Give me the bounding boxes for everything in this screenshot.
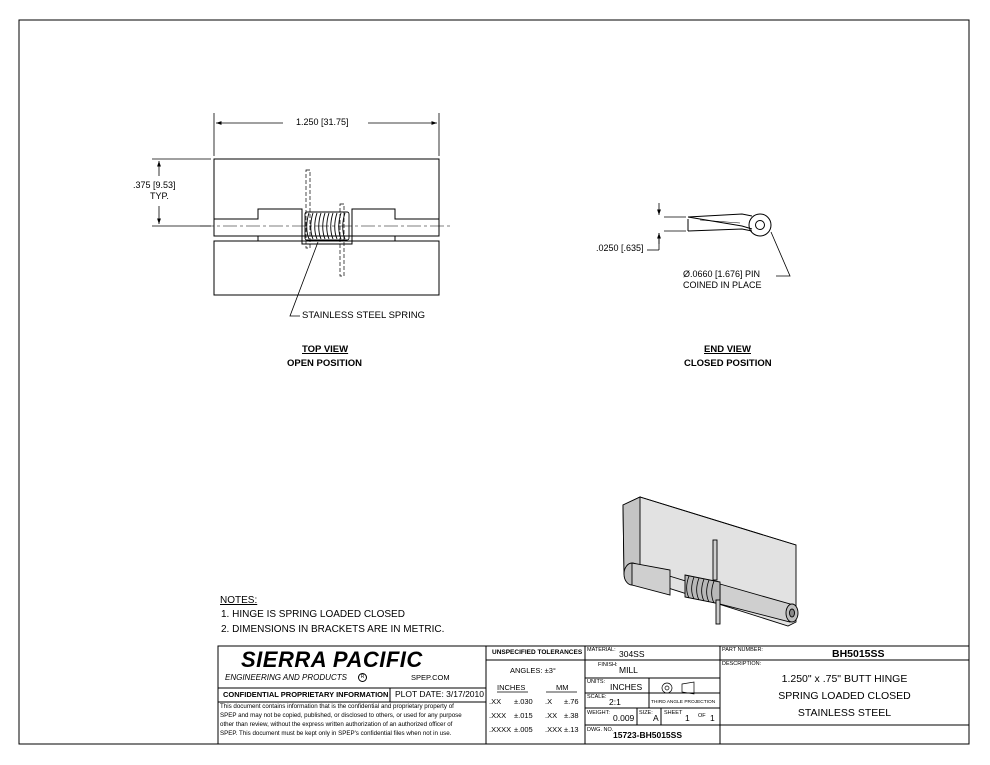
top-view-subtitle: OPEN POSITION bbox=[287, 358, 362, 369]
dwg-label: DWG. NO. bbox=[587, 727, 614, 733]
company-website: SPEP.COM bbox=[411, 673, 450, 682]
description-line: 1.250" x .75" BUTT HINGE bbox=[781, 673, 908, 685]
weight-value: 0.009 bbox=[613, 713, 635, 723]
inch-tol-value: ±.030 bbox=[514, 697, 533, 706]
pin-circle bbox=[756, 221, 765, 230]
finish-label: FINISH: bbox=[598, 662, 618, 668]
size-label: SIZE: bbox=[639, 710, 653, 716]
height-dimension-label: .375 [9.53] bbox=[133, 180, 176, 190]
width-dimension-label: 1.250 [31.75] bbox=[296, 117, 349, 127]
description-line: STAINLESS STEEL bbox=[797, 707, 892, 719]
mm-tol-precision: .X bbox=[545, 697, 553, 706]
material-value: 304SS bbox=[619, 649, 645, 659]
projection-label: THIRD ANGLE PROJECTION bbox=[651, 700, 716, 705]
registered-mark: R bbox=[358, 673, 367, 682]
inch-tol-precision: .XX bbox=[489, 697, 502, 706]
confidential-line: This document contains information that is the confidential and proprietary property of bbox=[220, 703, 454, 710]
scale-label: SCALE: bbox=[587, 694, 607, 700]
finish-value: MILL bbox=[619, 665, 638, 675]
company-division: ENGINEERING AND PRODUCTS bbox=[225, 673, 347, 682]
confidential-line: other than review, without the express written authorization of an authorized officer of bbox=[220, 721, 453, 728]
hinge-leaf-lower bbox=[214, 241, 439, 295]
dwg-number: 15723-BH5015SS bbox=[613, 730, 682, 740]
top-view-drawing bbox=[200, 159, 452, 295]
mm-header: MM bbox=[556, 683, 569, 692]
sheet-total: 1 bbox=[710, 713, 715, 723]
scale-value: 2:1 bbox=[609, 697, 621, 707]
end-view-subtitle: CLOSED POSITION bbox=[684, 358, 772, 369]
confidential-heading: CONFIDENTIAL PROPRIETARY INFORMATION bbox=[223, 690, 389, 699]
sheet-label: SHEET bbox=[664, 710, 683, 716]
angles-tolerance: ANGLES: ±3° bbox=[510, 666, 556, 675]
inch-tol-value: ±.005 bbox=[514, 725, 533, 734]
top-view-title: TOP VIEW bbox=[302, 344, 349, 355]
size-value: A bbox=[653, 713, 659, 723]
company-name: SIERRA PACIFIC bbox=[241, 647, 423, 672]
pin-dimension-label: Ø.0660 [1.676] PIN bbox=[683, 269, 761, 279]
part-number: BH5015SS bbox=[832, 648, 885, 660]
inch-tol-value: ±.015 bbox=[514, 711, 533, 720]
confidential-line: SPEP and may not be copied, published, or disclosed to others, or used for any purpose bbox=[220, 712, 462, 719]
mm-tol-precision: .XXX bbox=[545, 725, 563, 734]
thickness-dimension-label: .0250 [.635] bbox=[596, 243, 644, 253]
part-number-label: PART NUMBER: bbox=[722, 647, 763, 653]
inch-tol-precision: .XXX bbox=[489, 711, 507, 720]
sheet-value: 1 bbox=[685, 713, 690, 723]
mm-tol-value: ±.13 bbox=[564, 725, 579, 734]
sheet-border bbox=[19, 20, 969, 744]
units-value: INCHES bbox=[610, 682, 643, 692]
third-angle-projection-icon bbox=[662, 682, 694, 694]
knuckle-circle bbox=[749, 214, 771, 236]
end-view-title: END VIEW bbox=[704, 344, 751, 355]
thickness-dimension bbox=[647, 203, 686, 250]
notes-heading: NOTES: bbox=[220, 595, 258, 606]
note-item: 1. HINGE IS SPRING LOADED CLOSED bbox=[221, 609, 405, 620]
pin-leader bbox=[771, 232, 790, 276]
plot-date: PLOT DATE: 3/17/2010 bbox=[395, 689, 484, 699]
inch-tol-precision: .XXXX bbox=[489, 725, 512, 734]
tolerances-heading: UNSPECIFIED TOLERANCES bbox=[492, 649, 583, 656]
mm-tol-value: ±.38 bbox=[564, 711, 579, 720]
inches-header: INCHES bbox=[497, 683, 526, 692]
confidential-line: SPEP. This document must be kept only in SPEP's confidential files when not in use. bbox=[220, 730, 452, 737]
sheet-of-label: OF bbox=[698, 713, 706, 719]
weight-label: WEIGHT: bbox=[587, 710, 610, 716]
isometric-view bbox=[623, 497, 798, 626]
spring-callout: STAINLESS STEEL SPRING bbox=[302, 310, 426, 321]
pin-note: COINED IN PLACE bbox=[683, 280, 762, 290]
description-line: SPRING LOADED CLOSED bbox=[778, 690, 911, 702]
spring-leader bbox=[290, 242, 318, 316]
mm-tol-precision: .XX bbox=[545, 711, 558, 720]
note-item: 2. DIMENSIONS IN BRACKETS ARE IN METRIC. bbox=[221, 624, 445, 635]
description-label: DESCRIPTION: bbox=[722, 661, 762, 667]
mm-tol-value: ±.76 bbox=[564, 697, 579, 706]
height-typ-label: TYP. bbox=[150, 191, 169, 201]
end-view-drawing bbox=[688, 214, 771, 236]
material-label: MATERIAL: bbox=[587, 647, 616, 653]
units-label: UNITS: bbox=[587, 679, 606, 685]
